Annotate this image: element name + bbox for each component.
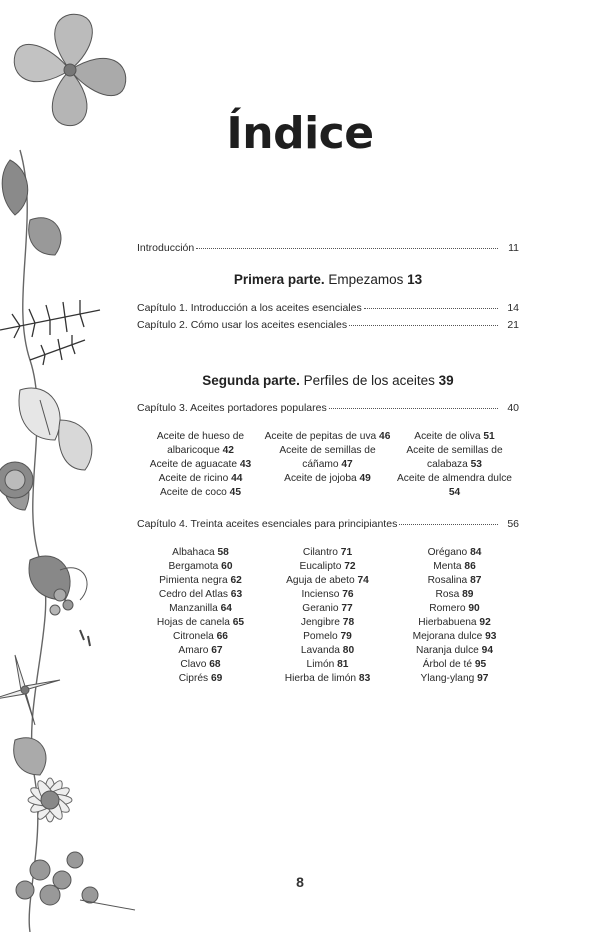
- item-name: Pomelo: [303, 631, 341, 642]
- item-name: Aceite de coco: [160, 487, 230, 498]
- list-item: [137, 458, 264, 472]
- list-item: [391, 472, 518, 500]
- item-page: 60: [221, 561, 233, 572]
- item-page: 76: [342, 589, 354, 600]
- part-heading-title: Empezamos: [324, 272, 408, 287]
- item-page: 64: [220, 603, 232, 614]
- item-page: 83: [358, 673, 371, 684]
- item-name: Ylang-ylang: [420, 673, 478, 684]
- item-name: Aceite de semillas de calabaza: [406, 445, 503, 470]
- list-item: [137, 486, 264, 500]
- toc-entry-chapter-2: [137, 319, 519, 331]
- item-page: 42: [222, 445, 234, 456]
- list-item: [264, 472, 391, 486]
- toc-entry-label: Capítulo 3. Aceites portadores populares: [137, 402, 327, 414]
- list-item: [137, 430, 264, 458]
- item-name: Mejorana dulce: [412, 631, 486, 642]
- item-page: 68: [209, 659, 221, 670]
- item-name: Aceite de aguacate: [149, 459, 240, 470]
- item-page: 84: [470, 547, 482, 558]
- list-item: [137, 574, 264, 588]
- list-item: [137, 602, 264, 616]
- list-item: [391, 644, 518, 658]
- item-name: Citronela: [173, 631, 217, 642]
- item-page: 62: [230, 575, 242, 586]
- dot-leader: [364, 307, 498, 309]
- dot-leader: [329, 407, 498, 409]
- item-name: Rosa: [435, 589, 463, 600]
- list-item: [264, 574, 391, 588]
- toc-entry-label: Capítulo 2. Cómo usar los aceites esenciales: [137, 319, 348, 331]
- toc-entry-chapter-4: [137, 518, 519, 530]
- list-item: [391, 616, 518, 630]
- item-name: Limón: [306, 659, 338, 670]
- list-item: [264, 560, 391, 574]
- item-name: Orégano: [427, 547, 471, 558]
- item-page: 63: [230, 589, 243, 600]
- item-page: 58: [217, 547, 229, 558]
- item-name: Ciprés: [178, 673, 211, 684]
- list-item: [137, 546, 264, 560]
- toc-entry-page: 56: [507, 518, 519, 530]
- item-page: 43: [239, 459, 252, 470]
- item-name: Manzanilla: [169, 603, 221, 614]
- item-name: Rosalina: [427, 575, 471, 586]
- item-page: 69: [210, 673, 223, 684]
- dot-leader: [196, 247, 498, 249]
- item-page: 94: [481, 645, 494, 656]
- item-page: 92: [479, 617, 491, 628]
- carrier-oils-grid: [137, 430, 519, 500]
- item-name: Hierba de limón: [284, 673, 359, 684]
- item-page: 46: [379, 431, 391, 442]
- part-heading: [137, 272, 519, 287]
- item-name: Árbol de té: [422, 659, 475, 670]
- item-name: Hojas de canela: [156, 617, 233, 628]
- dot-leader: [399, 523, 498, 525]
- toc-entry-label: Capítulo 4. Treinta aceites esenciales para principiantes: [137, 518, 398, 530]
- part-heading-bold: Primera parte.: [233, 272, 325, 287]
- list-item: [137, 560, 264, 574]
- item-page: 53: [470, 459, 482, 470]
- dot-leader: [349, 324, 498, 326]
- essential-oils-grid: [137, 546, 519, 686]
- list-item: [391, 630, 518, 644]
- list-item: [264, 588, 391, 602]
- item-page: 66: [216, 631, 228, 642]
- item-name: Naranja dulce: [415, 645, 482, 656]
- item-page: 81: [337, 659, 349, 670]
- list-item: [264, 602, 391, 616]
- list-item: [391, 588, 518, 602]
- essential-oils-column: [264, 546, 391, 686]
- list-item: [264, 546, 391, 560]
- item-name: Aceite de ricino: [158, 473, 232, 484]
- item-page: 78: [342, 617, 355, 628]
- item-page: 97: [477, 673, 489, 684]
- toc-entry-label: Capítulo 1. Introducción a los aceites esenciales: [137, 302, 362, 314]
- list-item: [391, 430, 518, 444]
- item-name: Hierbabuena: [418, 617, 480, 628]
- item-page: 87: [470, 575, 482, 586]
- toc-entry-introduction: [137, 242, 519, 254]
- list-item: [137, 630, 264, 644]
- list-item: [137, 588, 264, 602]
- item-page: 90: [468, 603, 480, 614]
- item-name: Cilantro: [302, 547, 341, 558]
- item-name: Aceite de jojoba: [284, 473, 360, 484]
- item-name: Aceite de almendra dulce: [397, 473, 512, 484]
- list-item: [137, 616, 264, 630]
- list-item: [137, 644, 264, 658]
- list-item: [391, 658, 518, 672]
- item-page: 77: [341, 603, 353, 614]
- list-item: [264, 616, 391, 630]
- item-page: 93: [485, 631, 497, 642]
- item-name: Clavo: [180, 659, 210, 670]
- item-page: 72: [344, 561, 356, 572]
- list-item: [137, 472, 264, 486]
- item-page: 65: [232, 617, 245, 628]
- part-heading-title: Perfiles de los aceites: [299, 373, 439, 388]
- item-page: 49: [359, 473, 371, 484]
- item-page: 67: [211, 645, 223, 656]
- list-item: [264, 672, 391, 686]
- toc-entry-label: Introducción: [137, 242, 195, 254]
- toc-entry-chapter-3: [137, 402, 519, 414]
- item-name: Romero: [429, 603, 469, 614]
- item-name: Menta: [433, 561, 465, 572]
- toc-entry-page: 40: [507, 402, 519, 414]
- toc-entry-page: 14: [507, 302, 519, 314]
- item-name: Jengibre: [300, 617, 343, 628]
- part-heading-bold: Segunda parte.: [202, 373, 300, 388]
- item-page: 80: [342, 645, 355, 656]
- part-heading-page: 13: [407, 272, 423, 287]
- list-item: [391, 444, 518, 472]
- list-item: [391, 672, 518, 686]
- item-page: 79: [340, 631, 352, 642]
- list-item: [391, 546, 518, 560]
- item-page: 86: [464, 561, 476, 572]
- item-name: Incienso: [301, 589, 343, 600]
- item-page: 89: [462, 589, 474, 600]
- page-number: 8: [296, 874, 304, 890]
- item-page: 45: [229, 487, 241, 498]
- item-name: Bergamota: [168, 561, 222, 572]
- item-name: Aceite de semillas de cáñamo: [279, 445, 376, 470]
- list-item: [391, 602, 518, 616]
- list-item: [137, 658, 264, 672]
- item-page: 44: [231, 473, 243, 484]
- list-item: [264, 444, 391, 472]
- list-item: [391, 560, 518, 574]
- item-name: Pimienta negra: [159, 575, 231, 586]
- item-name: Aceite de pepitas de uva: [264, 431, 380, 442]
- item-name: Aceite de oliva: [414, 431, 484, 442]
- list-item: [391, 574, 518, 588]
- part-heading-page: 39: [438, 373, 454, 388]
- item-page: 95: [474, 659, 487, 670]
- carrier-oils-column: [391, 430, 518, 500]
- list-item: [264, 630, 391, 644]
- essential-oils-column: [391, 546, 518, 686]
- toc-entry-page: 21: [507, 319, 519, 331]
- item-name: Amaro: [178, 645, 212, 656]
- item-page: 54: [448, 487, 461, 498]
- toc-entry-chapter-1: [137, 302, 519, 314]
- page-title: Índice: [226, 108, 374, 159]
- carrier-oils-column: [137, 430, 264, 500]
- list-item: [264, 658, 391, 672]
- item-name: Geranio: [302, 603, 342, 614]
- item-page: 74: [357, 575, 369, 586]
- item-name: Albahaca: [172, 547, 218, 558]
- item-page: 71: [340, 547, 353, 558]
- item-page: 51: [483, 431, 495, 442]
- item-name: Cedro del Atlas: [158, 589, 231, 600]
- item-page: 47: [341, 459, 353, 470]
- essential-oils-column: [137, 546, 264, 686]
- item-name: Aceite de hueso de albaricoque: [156, 431, 245, 456]
- item-name: Eucalipto: [299, 561, 345, 572]
- list-item: [264, 430, 391, 444]
- toc-entry-page: 11: [508, 242, 519, 254]
- carrier-oils-column: [264, 430, 391, 500]
- part-heading: [137, 373, 519, 388]
- item-name: Lavanda: [300, 645, 343, 656]
- item-name: Aguja de abeto: [286, 575, 358, 586]
- list-item: [264, 644, 391, 658]
- list-item: [137, 672, 264, 686]
